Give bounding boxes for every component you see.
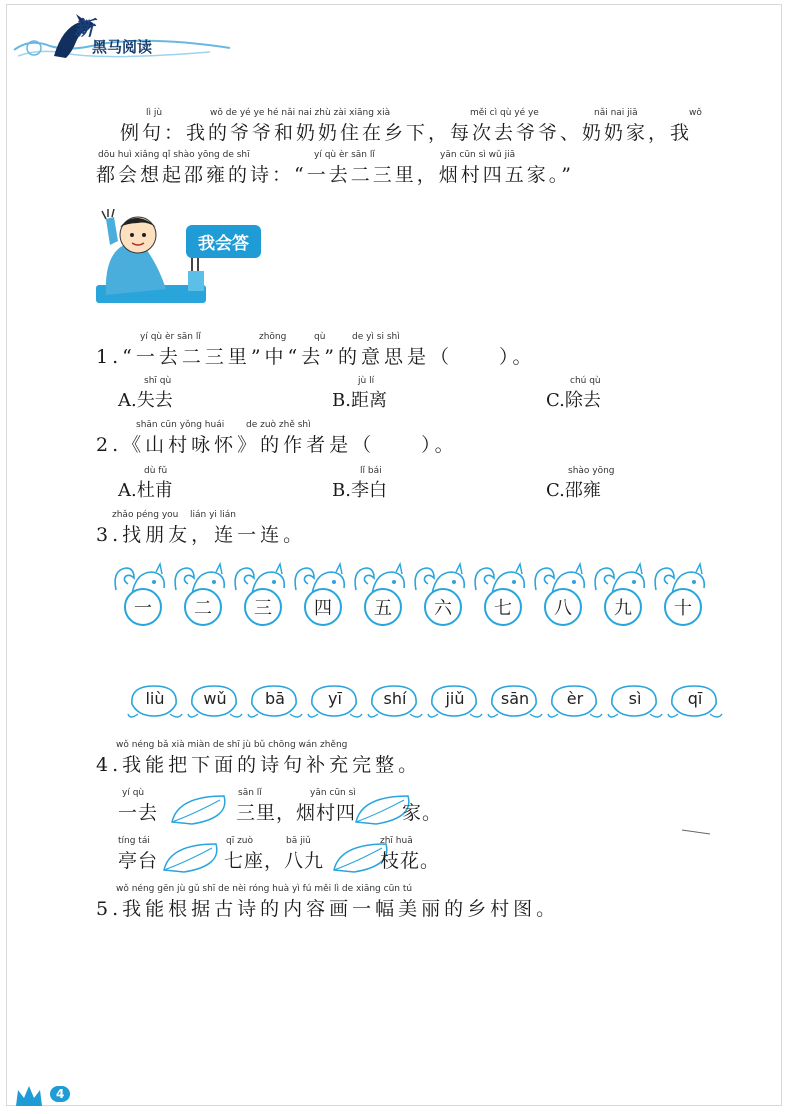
pinyin: lǐ bái <box>360 466 382 476</box>
pinyin: chú qù <box>570 376 601 386</box>
pinyin-peach[interactable] <box>246 680 304 716</box>
number-squirrel[interactable] <box>592 560 650 626</box>
example-line-2: 都会想起邵雍的诗：“一去二三里，烟村四五家。” <box>96 164 574 186</box>
pinyin-label: èr <box>566 688 584 708</box>
number-squirrel[interactable] <box>172 560 230 626</box>
number-squirrel[interactable] <box>652 560 710 626</box>
pinyin-peaches-row <box>126 680 726 724</box>
q4-line2-c: 枝花。 <box>380 850 441 872</box>
q4-line1-b: 三里，烟村四 <box>236 802 357 824</box>
number-squirrels-row <box>112 560 712 626</box>
pinyin: zhōng <box>259 332 287 342</box>
pinyin: qī zuò <box>226 836 254 846</box>
pinyin: nǎi nai jiā <box>594 108 638 118</box>
pinyin-peach[interactable] <box>426 680 484 716</box>
number-circle: 十 <box>664 588 702 626</box>
pinyin-peach[interactable] <box>126 680 184 716</box>
pinyin: jù lí <box>358 376 375 386</box>
pinyin-label: sān <box>500 688 530 708</box>
pinyin-peach[interactable] <box>306 680 364 716</box>
pinyin: shào yōng <box>568 466 615 476</box>
pinyin: yān cūn sì <box>310 788 356 798</box>
number-squirrel[interactable] <box>412 560 470 626</box>
pinyin-peach[interactable] <box>366 680 424 716</box>
pinyin: wǒ de yé ye hé nǎi nai zhù zài xiāng xià <box>210 108 391 118</box>
pinyin: tíng tái <box>118 836 150 846</box>
number-circle: 六 <box>424 588 462 626</box>
pinyin-peach[interactable] <box>546 680 604 716</box>
number-squirrel[interactable] <box>112 560 170 626</box>
pinyin-peach[interactable] <box>666 680 724 716</box>
number-squirrel[interactable] <box>232 560 290 626</box>
pinyin-peach[interactable] <box>186 680 244 716</box>
q5-text: 5.我能根据古诗的内容画一幅美丽的乡村图。 <box>96 898 560 920</box>
pinyin-peach[interactable] <box>606 680 664 716</box>
pinyin-label: qī <box>687 688 703 708</box>
q4-line2-a: 亭台 <box>118 850 159 872</box>
number-circle: 四 <box>304 588 342 626</box>
pinyin: měi cì qù yé ye <box>470 108 539 118</box>
pencil-mark-icon <box>680 826 712 836</box>
brand-title: 黑马阅读 <box>92 38 153 56</box>
number-squirrel[interactable] <box>292 560 350 626</box>
q1-option-b: B.距离 <box>332 390 387 411</box>
pinyin-label: bā <box>265 688 285 708</box>
pinyin: zhǎo péng you <box>112 510 179 520</box>
pinyin: wǒ néng gēn jù gǔ shī de nèi róng huà yì fú měi lì de xiāng cūn tú <box>116 884 413 894</box>
q1-option-a: A.失去 <box>118 390 173 411</box>
pinyin: sān lǐ <box>238 788 262 798</box>
number-squirrel[interactable] <box>352 560 410 626</box>
q4-line1-a: 一去 <box>118 802 159 824</box>
pinyin: dōu huì xiǎng qǐ shào yōng de shī <box>98 150 250 160</box>
number-circle: 一 <box>124 588 162 626</box>
q3-text: 3.找朋友，连一连。 <box>96 524 307 546</box>
pinyin: wǒ <box>689 108 702 118</box>
pinyin: bā jiǔ <box>286 836 311 846</box>
number-circle: 三 <box>244 588 282 626</box>
pinyin-label: sì <box>628 688 642 708</box>
number-circle: 九 <box>604 588 642 626</box>
pinyin: lì jù <box>146 108 163 118</box>
pinyin-label: yī <box>328 688 342 708</box>
q1-option-c: C.除去 <box>546 390 601 411</box>
section-label: 我会答 <box>186 225 261 258</box>
section-header <box>96 205 296 305</box>
leaf-blank-icon[interactable] <box>168 792 234 828</box>
q2-option-b: B.李白 <box>332 480 387 501</box>
pinyin: shān cūn yǒng huái <box>136 420 225 430</box>
q1-text: 1.“一去二三里”中“去”的意思是（ ）。 <box>96 346 536 368</box>
header-brand <box>10 8 240 64</box>
pinyin: lián yi lián <box>190 510 236 520</box>
pinyin: wǒ néng bǎ xià miàn de shī jù bǔ chōng wán zhěng <box>116 740 348 750</box>
pinyin: shī qù <box>144 376 172 386</box>
pinyin-label: jiǔ <box>445 688 465 708</box>
pinyin: zhī huā <box>380 836 413 846</box>
q2-text: 2.《山村咏怀》的作者是（ ）。 <box>96 434 458 456</box>
pinyin-label: liù <box>145 688 165 708</box>
number-circle: 二 <box>184 588 222 626</box>
pinyin-label: shí <box>383 688 407 708</box>
q2-option-c: C.邵雍 <box>546 480 601 501</box>
pinyin-label: wǔ <box>203 688 227 708</box>
pinyin: yān cūn sì wǔ jiā <box>440 150 516 160</box>
number-squirrel[interactable] <box>472 560 530 626</box>
number-circle: 八 <box>544 588 582 626</box>
pinyin: de yì si shì <box>352 332 400 342</box>
pinyin: de zuò zhě shì <box>246 420 311 430</box>
leaf-blank-icon[interactable] <box>160 840 226 876</box>
brand-new: 新 <box>74 16 94 40</box>
pinyin: yí qù èr sān lǐ <box>314 150 375 160</box>
number-circle: 七 <box>484 588 522 626</box>
pinyin-peach[interactable] <box>486 680 544 716</box>
q4-line2-b: 七座，八九 <box>224 850 325 872</box>
pinyin: yí qù èr sān lǐ <box>140 332 201 342</box>
q2-option-a: A.杜甫 <box>118 480 173 501</box>
pinyin: dù fǔ <box>144 466 168 476</box>
number-squirrel[interactable] <box>532 560 590 626</box>
crown-icon <box>14 1084 44 1108</box>
number-circle: 五 <box>364 588 402 626</box>
pinyin: qù <box>314 332 326 342</box>
page-number: 4 <box>50 1086 70 1102</box>
example-line-1: 例句：我的爷爷和奶奶住在乡下，每次去爷爷、奶奶家，我 <box>120 122 693 144</box>
q4-line1-c: 家。 <box>402 802 443 824</box>
q4-text: 4.我能把下面的诗句补充完整。 <box>96 754 422 776</box>
pinyin: yí qù <box>122 788 145 798</box>
